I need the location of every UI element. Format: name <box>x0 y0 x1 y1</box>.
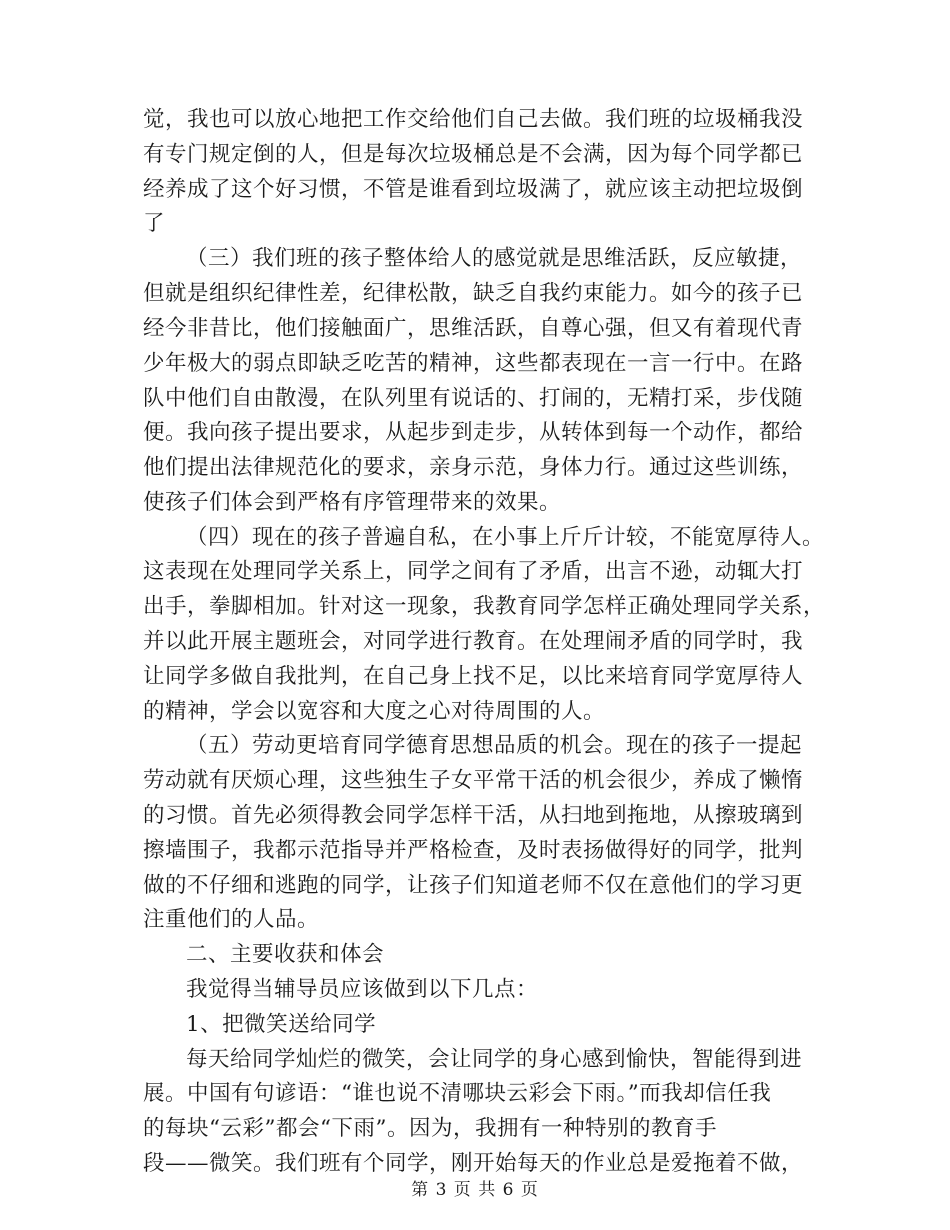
text-line: 经养成了这个好习惯，不管是谁看到垃圾满了，就应该主动把垃圾倒 <box>143 177 804 202</box>
text-line: 队中他们自由散漫，在队列里有说话的、打闹的，无精打采，步伐随 <box>143 386 804 411</box>
text-line: 的精神，学会以宽容和大度之心对待周围的人。 <box>143 699 606 724</box>
text-line: 便。我向孩子提出要求，从起步到走步，从转体到每一个动作，都给 <box>143 420 804 445</box>
text-line: 的习惯。首先必须得教会同学怎样干活，从扫地到拖地，从擦玻璃到 <box>143 803 804 828</box>
text-line: 经今非昔比，他们接触面广，思维活跃，自尊心强，但又有着现代青 <box>143 316 804 341</box>
paragraph-start-line: （五）劳动更培育同学德育思想品质的机会。现在的孩子一提起 <box>186 733 803 758</box>
text-line: 他们提出法律规范化的要求，亲身示范，身体力行。通过这些训练， <box>143 455 804 480</box>
text-line: 的每块“云彩”都会“下雨”。因为，我拥有一种特别的教育手 <box>143 1116 717 1141</box>
text-line: 觉，我也可以放心地把工作交给他们自己去做。我们班的垃圾桶我没 <box>143 107 804 132</box>
text-line: 并以此开展主题班会，对同学进行教育。在处理闹矛盾的同学时，我 <box>143 629 804 654</box>
text-line: 劳动就有厌烦心理，这些独生子女平常干活的机会很少，养成了懒惰 <box>143 768 804 793</box>
text-line: 了 <box>143 211 166 236</box>
text-line: 少年极大的弱点即缺乏吃苦的精神，这些都表现在一言一行中。在路 <box>143 351 804 376</box>
text-line: 展。中国有句谚语：“谁也说不清哪块云彩会下雨。”而我却信任我 <box>143 1081 772 1106</box>
subsection-heading: 1、把微笑送给同学 <box>186 1012 377 1037</box>
text-line: 擦墙围子，我都示范指导并严格检查，及时表扬做得好的同学，批判 <box>143 838 804 863</box>
paragraph-start-line: （三）我们班的孩子整体给人的感觉就是思维活跃，反应敏捷， <box>186 246 803 271</box>
text-line: 使孩子们体会到严格有序管理带来的效果。 <box>143 490 562 515</box>
text-line: 注重他们的人品。 <box>143 907 320 932</box>
paragraph-start-line: 我觉得当辅导员应该做到以下几点： <box>186 977 539 1002</box>
text-line: 做的不仔细和逃跑的同学，让孩子们知道老师不仅在意他们的学习更 <box>143 873 804 898</box>
text-line: 段——微笑。我们班有个同学，刚开始每天的作业总是爱拖着不做， <box>143 1151 804 1176</box>
text-line: 这表现在处理同学关系上，同学之间有了矛盾，出言不逊，动辄大打 <box>143 559 804 584</box>
paragraph-start-line: （四）现在的孩子普遍自私，在小事上斤斤计较，不能宽厚待人。 <box>186 525 825 550</box>
paragraph-start-line: 每天给同学灿烂的微笑，会让同学的身心感到愉快，智能得到进 <box>186 1047 803 1072</box>
text-line: 让同学多做自我批判，在自己身上找不足，以比来培育同学宽厚待人 <box>143 664 804 689</box>
text-line: 有专门规定倒的人，但是每次垃圾桶总是不会满，因为每个同学都已 <box>143 142 804 167</box>
text-line: 出手，拳脚相加。针对这一现象，我教育同学怎样正确处理同学关系， <box>143 594 826 619</box>
page-footer: 第 3 页 共 6 页 <box>411 1180 539 1200</box>
text-line: 但就是组织纪律性差，纪律松散，缺乏自我约束能力。如今的孩子已 <box>143 281 804 306</box>
section-heading: 二、主要收获和体会 <box>186 942 385 967</box>
